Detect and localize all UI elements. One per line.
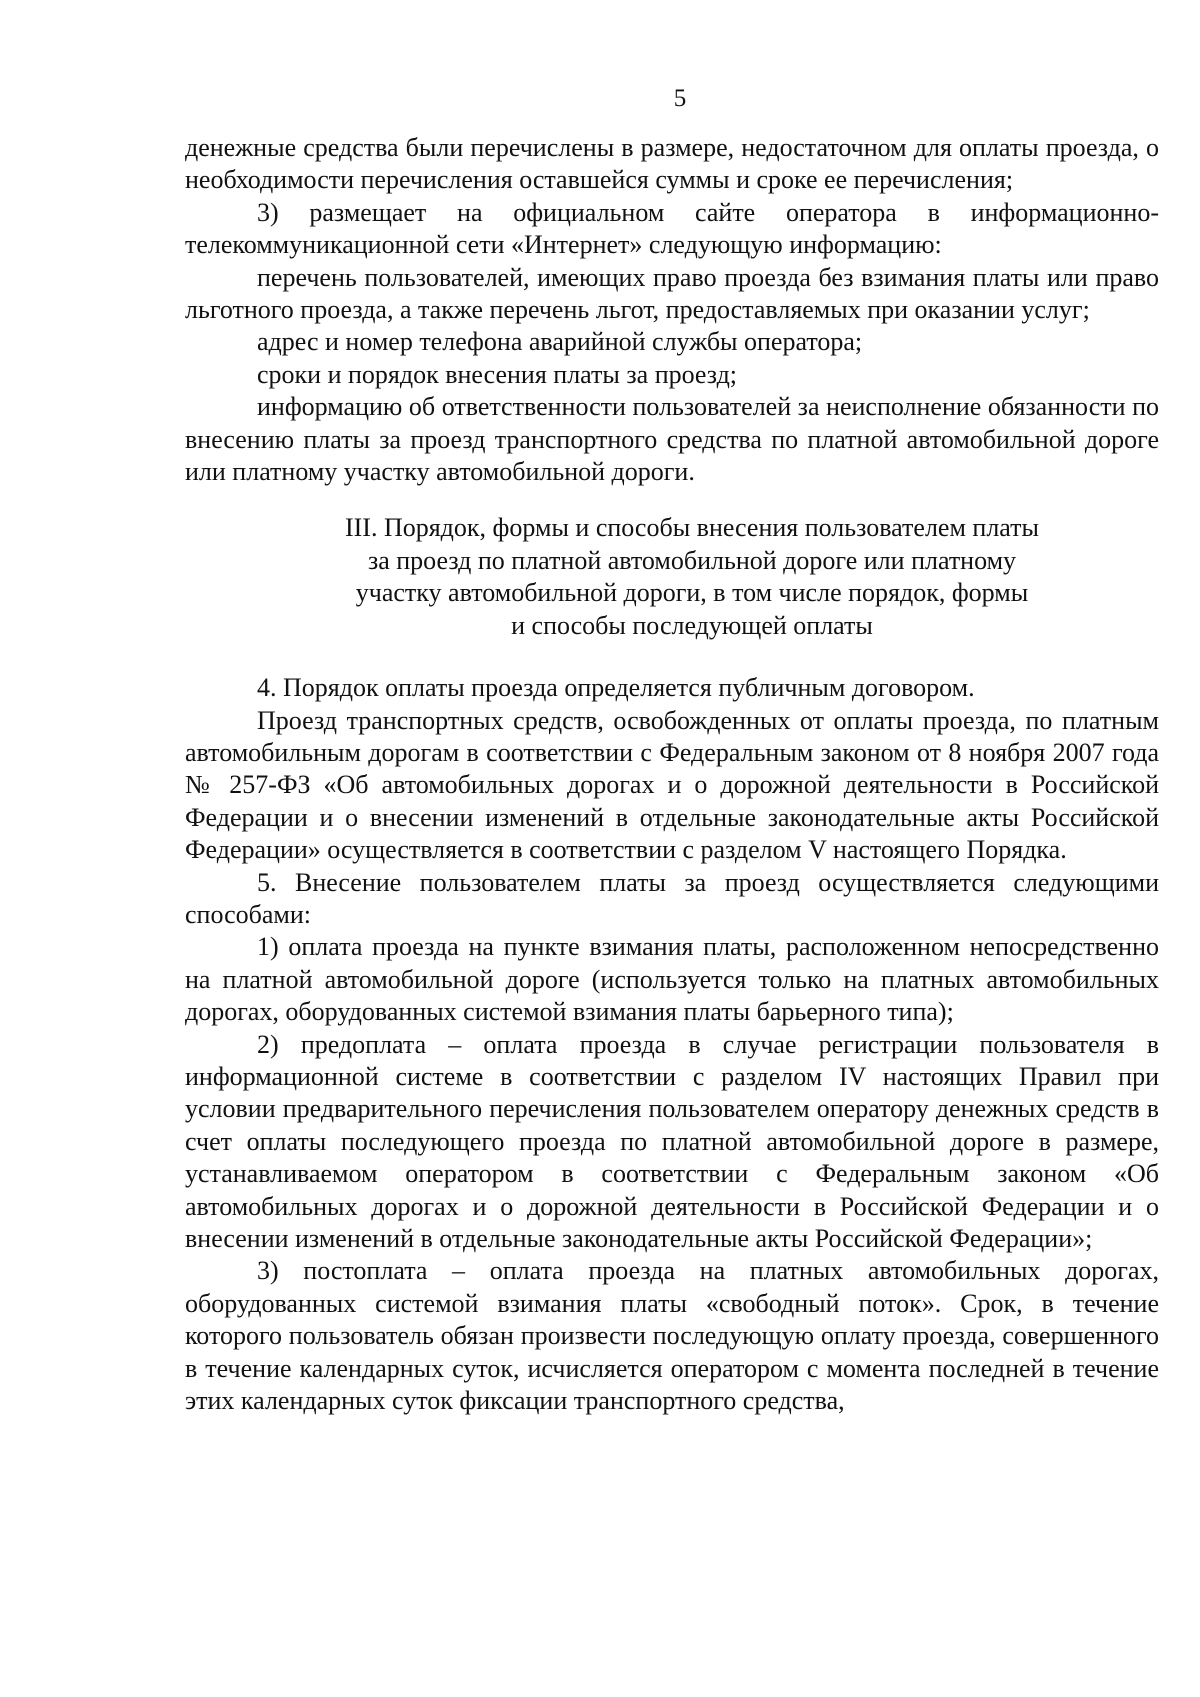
paragraph: Проезд транспортных средств, освобожденных от оплаты проезда, по платным автомобильным дорогам в соответствии с Федеральным законом от 8 ноября 2007 года № 257-ФЗ «Об автомобильных дорогах и о дорожной деятельности в Российской Федерации и о внесении изменений в отдельные законодательные акты Российской Федерации» осуществляется в соответствии с разделом V настоящего Порядка. bbox=[185, 705, 1159, 865]
paragraph: 1) оплата проезда на пункте взимания платы, расположенном непосредственно на платной автомобильной дороге (используется только на платных автомобильных дорогах, оборудованных системой взимания платы барьерного типа); bbox=[185, 932, 1159, 1027]
paragraph: 2) предоплата – оплата проезда в случае регистрации пользователя в информационной системе в соответствии с разделом IV настоящих Правил при условии предварительного перечисления пользователем оператору денежных средств в счет оплаты последующего проезда по платной автомобильной дороге в размере, устанавливаемом оператором в соответствии с Федеральным законом «Об автомобильных дорогах и о дорожной деятельности в Российской Федерации и о внесении изменений в отдельные законодательные акты Российской Федерации»; bbox=[185, 1029, 1159, 1253]
paragraph: 5. Внесение пользователем платы за проезд осуществляется следующими способами: bbox=[185, 867, 1159, 929]
document-body bbox=[185, 132, 1159, 1417]
section-heading-line: III. Порядок, формы и способы внесения пользователем платы bbox=[344, 513, 1040, 543]
paragraph: сроки и порядок внесения платы за проезд; bbox=[257, 359, 738, 389]
paragraph: перечень пользователей, имеющих право проезда без взимания платы или право льготного проезда, а также перечень льгот, предоставляемых при оказании услуг; bbox=[185, 262, 1159, 325]
paragraph: денежные средства были перечислены в размере, недостаточном для оплаты проезда, о необходимости перечисления оставшейся суммы и сроке ее перечисления; bbox=[185, 133, 1159, 195]
paragraph: 4. Порядок оплаты проезда определяется публичным договором. bbox=[257, 673, 975, 703]
paragraphs-bottom bbox=[185, 672, 1159, 1417]
paragraph: 3) размещает на официальном сайте оператора в информационно-телекоммуникационной сети «Интернет» следующую информацию: bbox=[185, 197, 1159, 260]
paragraph: 3) постоплата – оплата проезда на платных автомобильных дорогах, оборудованных системой взимания платы «свободный поток». Срок, в течение которого пользователь обязан произвести последующую оплату проезда, совершенного в течение календарных суток, исчисляется оператором с момента последней в течение этих календарных суток фиксации транспортного средства, bbox=[185, 1256, 1159, 1416]
section-heading-line: участку автомобильной дороги, в том числе порядок, формы bbox=[355, 578, 1029, 608]
section-heading-line: и способы последующей оплаты bbox=[511, 610, 873, 640]
page-number: 5 bbox=[673, 85, 687, 112]
section-heading bbox=[185, 512, 1159, 642]
paragraph: адрес и номер телефона аварийной службы оператора; bbox=[257, 327, 863, 357]
section-heading-line: за проезд по платной автомобильной дороге или платному bbox=[367, 545, 1017, 575]
paragraph: информацию об ответственности пользователей за неисполнение обязанности по внесению платы за проезд транспортного средства по платной автомобильной дороге или платному участку автомобильной дороги. bbox=[185, 392, 1159, 487]
paragraphs-top bbox=[185, 132, 1159, 488]
